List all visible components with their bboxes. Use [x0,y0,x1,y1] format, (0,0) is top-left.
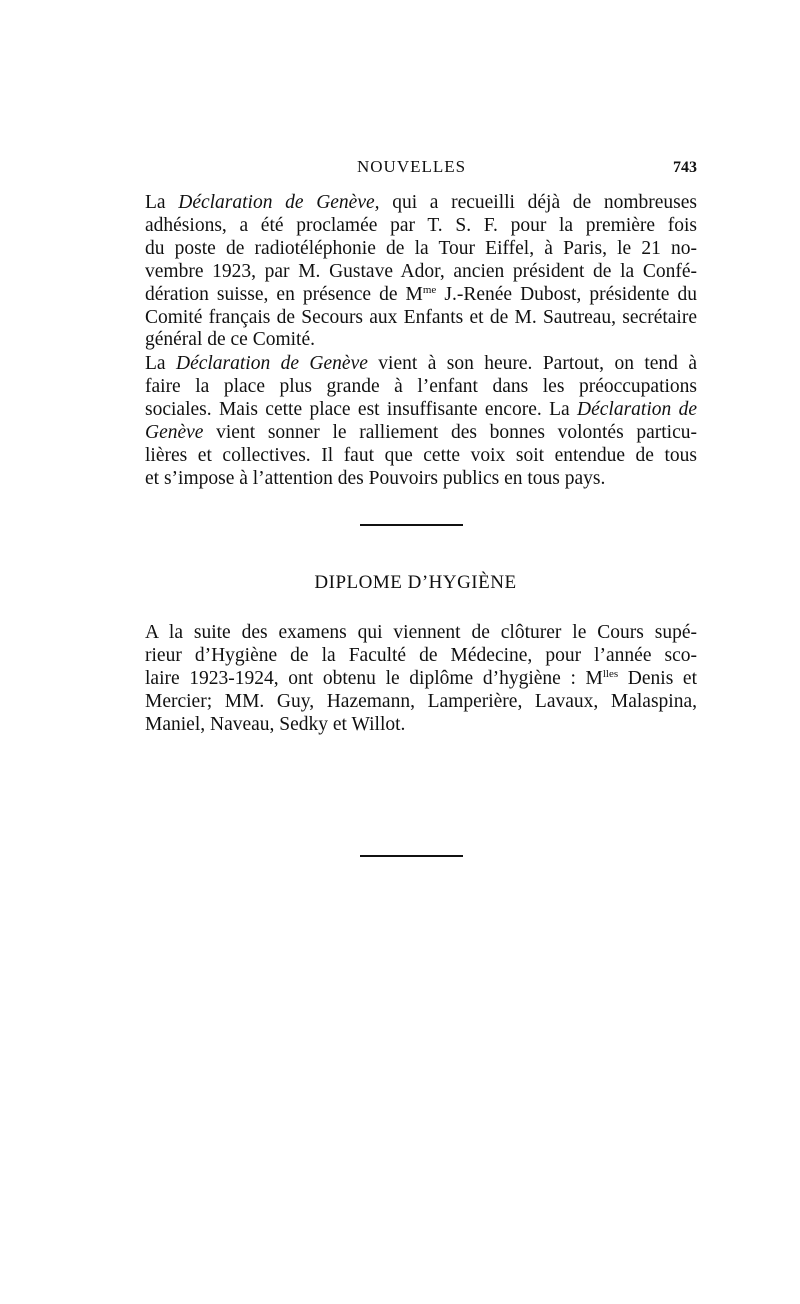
text-line: faire la place plus grande à l’enfant dans les préoccupations [145,375,697,397]
end-divider-rule [360,855,463,857]
running-title: NOUVELLES [357,157,467,176]
text-line [145,399,697,422]
superscript-abbrev: lles [602,667,619,680]
text-run: La [145,353,176,374]
text-run: Denis et [618,667,697,689]
text-line: Maniel, Naveau, Sedky et Willot. [145,713,406,735]
text-run: La [145,192,179,213]
paragraph-declaration-timely [145,353,697,490]
text-line: rieur d’Hygiène de la Faculté de Médecine, pour l’année sco- [145,644,697,666]
text-run: qui a recueilli déjà de nombreuses [379,192,697,213]
italic-title-run: Genève [145,421,204,443]
text-line: Comité français de Secours aux Enfants et de M. Sautreau, secrétaire [145,306,697,328]
text-line [145,668,697,691]
text-line: lières et collectives. Il faut que cette voix soit entendue de tous [145,444,697,466]
text-line: Mercier; MM. Guy, Hazemann, Lamperière, Lavaux, Malaspina, [145,690,697,712]
text-line [145,284,697,307]
page-number: 743 [673,159,697,176]
text-line: et s’impose à l’attention des Pouvoirs publics en tous pays. [145,467,606,489]
paragraph-diploma-recipients [145,622,697,737]
text-line: général de ce Comité. [145,329,316,351]
text-line: adhésions, a été proclamée par T. S. F. pour la première fois [145,214,697,236]
superscript-abbrev: me [422,283,437,296]
text-run: vient sonner le ralliement des bonnes volontés particu- [203,421,697,443]
text-line [145,192,697,215]
text-run: laire 1923-1924, ont obtenu le diplôme d’hygiène : M [145,667,603,689]
italic-title-run: Déclaration de [577,398,698,420]
italic-title-run: Déclaration de Genève, [178,192,380,213]
paragraph-declaration-proclamation [145,192,697,352]
section-divider-rule [360,524,463,526]
text-line [145,422,697,445]
text-run: vient à son heure. Partout, on tend à [367,353,697,374]
italic-title-run: Déclaration de Genève [175,353,368,374]
page-header [145,157,697,181]
text-line [145,353,697,376]
text-run: J.-Renée Dubost, présidente du [436,283,697,305]
section-title: DIPLOME D’HYGIÈNE [314,572,517,593]
text-run: dération suisse, en présence de M [145,283,423,305]
text-line: vembre 1923, par M. Gustave Ador, ancien président de la Confé- [145,260,697,282]
text-line: du poste de radiotéléphonie de la Tour Eiffel, à Paris, le 21 no- [145,237,697,259]
text-run: sociales. Mais cette place est insuffisante encore. La [145,398,578,420]
text-line: A la suite des examens qui viennent de clôturer le Cours supé- [145,622,697,643]
